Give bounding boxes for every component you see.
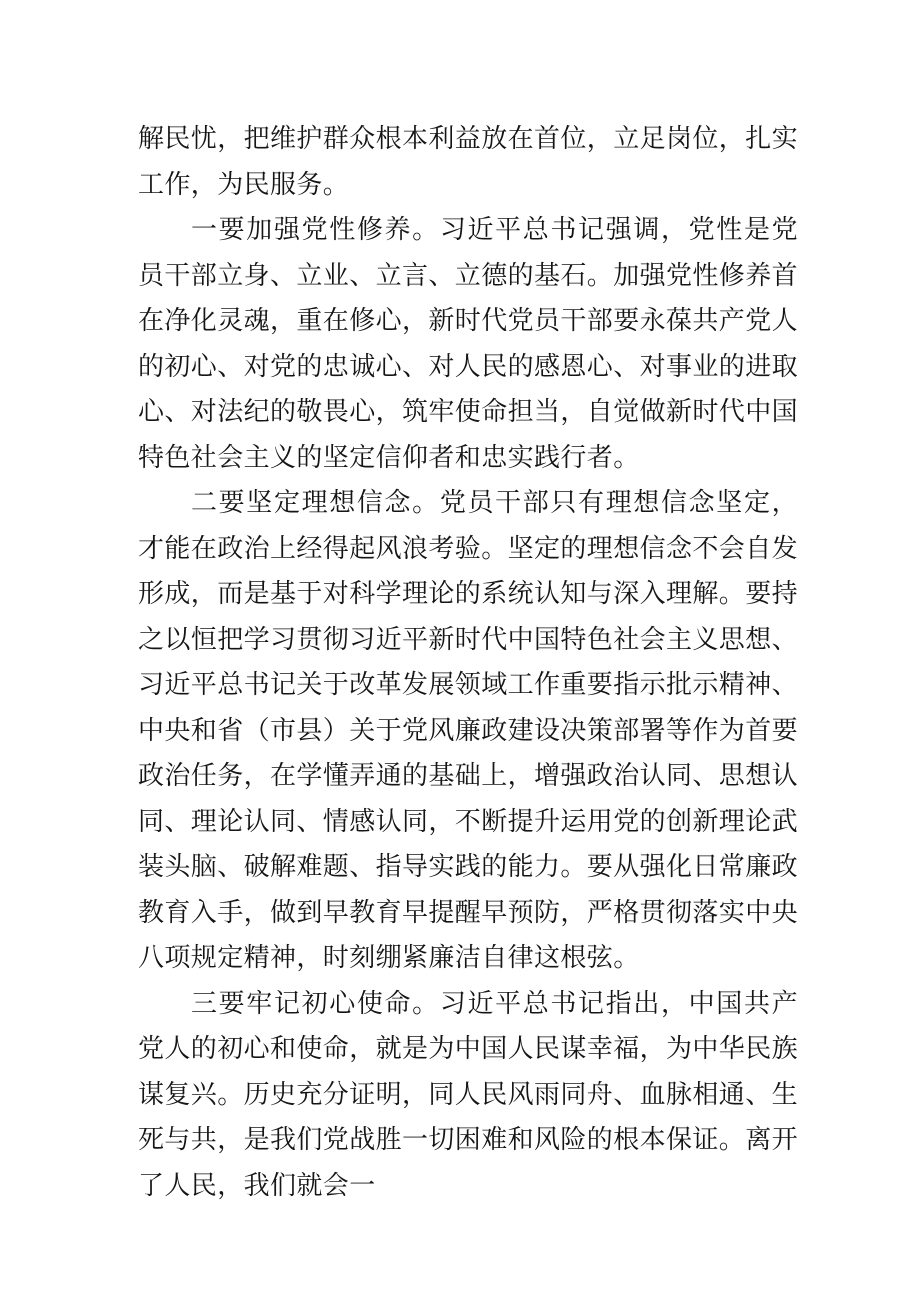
body-text bbox=[138, 117, 798, 1209]
paragraph-continuation: 解民忧，把维护群众根本利益放在首位，立足岗位，扎实工作，为民服务。 bbox=[138, 124, 799, 200]
paragraph-original-mission: 三要牢记初心使命。习近平总书记指出，中国共产党人的初心和使命，就是为中国人民谋幸福，为中华民族谋复兴。历史充分证明，同人民风雨同舟、血脉相通、生死与共，是我们党战胜一切困难和风险的根本保证。离开了人民，我们就会一 bbox=[138, 988, 799, 1201]
paragraph-party-spirit: 一要加强党性修养。习近平总书记强调，党性是党员干部立身、立业、立言、立德的基石。加强党性修养首在净化灵魂，重在修心，新时代党员干部要永葆共产党人的初心、对党的忠诚心、对人民的感恩心、对事业的进取心、对法纪的敬畏心，筑牢使命担当，自觉做新时代中国特色社会主义的坚定信仰者和忠实践行者。 bbox=[138, 215, 799, 473]
paragraph-ideals-beliefs: 二要坚定理想信念。党员干部只有理想信念坚定，才能在政治上经得起风浪考验。坚定的理想信念不会自发形成，而是基于对科学理论的系统认知与深入理解。要持之以恒把学习贯彻习近平新时代中国特色社会主义思想、习近平总书记关于改革发展领域工作重要指示批示精神、中央和省（市县）关于党风廉政建设决策部署等作为首要政治任务，在学懂弄通的基础上，增强政治认同、思想认同、理论认同、情感认同，不断提升运用党的创新理论武装头脑、破解难题、指导实践的能力。要从强化日常廉政教育入手，做到早教育早提醒早预防，严格贯彻落实中央八项规定精神，时刻绷紧廉洁自律这根弦。 bbox=[138, 488, 799, 973]
